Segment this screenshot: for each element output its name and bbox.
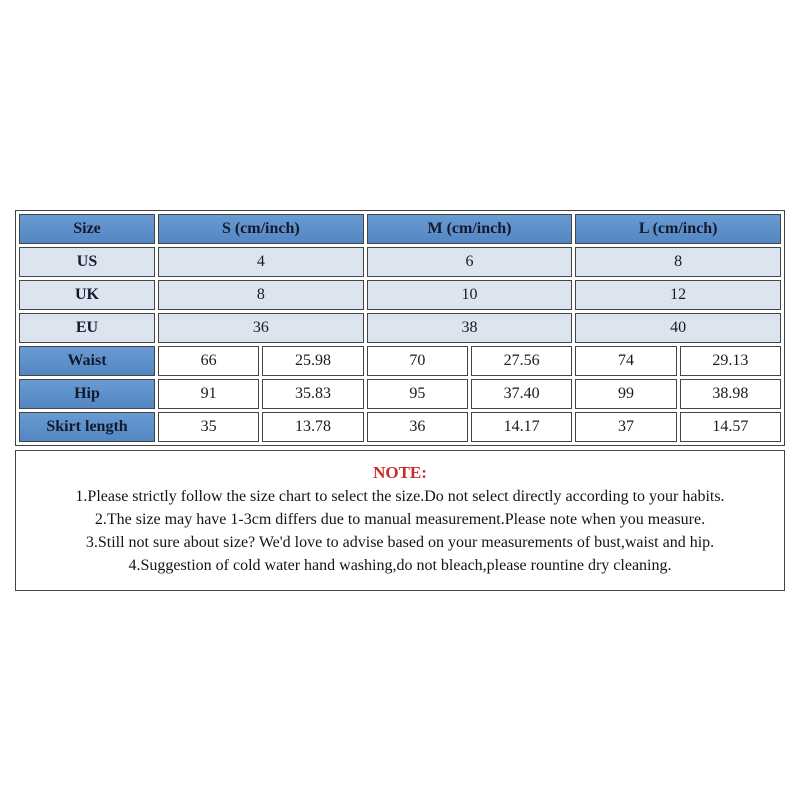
cell-skirt-m-cm: 36 xyxy=(367,412,468,442)
note-title: NOTE: xyxy=(373,463,427,482)
cell-waist-l-inch: 29.13 xyxy=(680,346,781,376)
size-chart-content xyxy=(15,210,785,591)
cell-eu-l: 40 xyxy=(575,313,781,343)
cell-waist-m-inch: 27.56 xyxy=(471,346,572,376)
cell-skirt-l-cm: 37 xyxy=(575,412,676,442)
cell-skirt-s-cm: 35 xyxy=(158,412,259,442)
cell-waist-m-cm: 70 xyxy=(367,346,468,376)
note-line-3: 3.Still not sure about size? We'd love to advise based on your measurements of bust,waist and hip. xyxy=(85,534,715,551)
row-label-waist: Waist xyxy=(19,346,155,376)
note-box xyxy=(15,450,785,591)
cell-waist-s-inch: 25.98 xyxy=(262,346,363,376)
cell-skirt-s-inch: 13.78 xyxy=(262,412,363,442)
cell-hip-l-cm: 99 xyxy=(575,379,676,409)
row-label-uk: UK xyxy=(19,280,155,310)
cell-eu-m: 38 xyxy=(367,313,573,343)
note-line-4: 4.Suggestion of cold water hand washing,do not bleach,please rountine dry cleaning. xyxy=(128,557,672,574)
row-label-eu: EU xyxy=(19,313,155,343)
row-label-hip: Hip xyxy=(19,379,155,409)
size-chart-table xyxy=(15,210,785,446)
row-label-skirt-length: Skirt length xyxy=(19,412,155,442)
row-label-us: US xyxy=(19,247,155,277)
table-row-waist xyxy=(19,346,781,376)
cell-us-l: 8 xyxy=(575,247,781,277)
header-cell-size: Size xyxy=(19,214,155,244)
cell-uk-m: 10 xyxy=(367,280,573,310)
cell-hip-m-cm: 95 xyxy=(367,379,468,409)
note-line-1: 1.Please strictly follow the size chart to select the size.Do not select directly according to your habits. xyxy=(75,488,725,505)
header-cell-l: L (cm/inch) xyxy=(575,214,781,244)
table-header-row xyxy=(19,214,781,244)
cell-eu-s: 36 xyxy=(158,313,364,343)
cell-hip-l-inch: 38.98 xyxy=(680,379,781,409)
header-cell-m: M (cm/inch) xyxy=(367,214,573,244)
table-row-eu xyxy=(19,313,781,343)
cell-skirt-m-inch: 14.17 xyxy=(471,412,572,442)
table-row-hip xyxy=(19,379,781,409)
cell-hip-s-cm: 91 xyxy=(158,379,259,409)
table-row-us xyxy=(19,247,781,277)
table-row-skirt-length xyxy=(19,412,781,442)
cell-us-s: 4 xyxy=(158,247,364,277)
cell-hip-s-inch: 35.83 xyxy=(262,379,363,409)
cell-skirt-l-inch: 14.57 xyxy=(680,412,781,442)
table-row-uk xyxy=(19,280,781,310)
cell-us-m: 6 xyxy=(367,247,573,277)
cell-hip-m-inch: 37.40 xyxy=(471,379,572,409)
cell-waist-l-cm: 74 xyxy=(575,346,676,376)
header-cell-s: S (cm/inch) xyxy=(158,214,364,244)
cell-uk-s: 8 xyxy=(158,280,364,310)
note-line-2: 2.The size may have 1-3cm differs due to manual measurement.Please note when you measure. xyxy=(94,511,706,528)
cell-waist-s-cm: 66 xyxy=(158,346,259,376)
cell-uk-l: 12 xyxy=(575,280,781,310)
